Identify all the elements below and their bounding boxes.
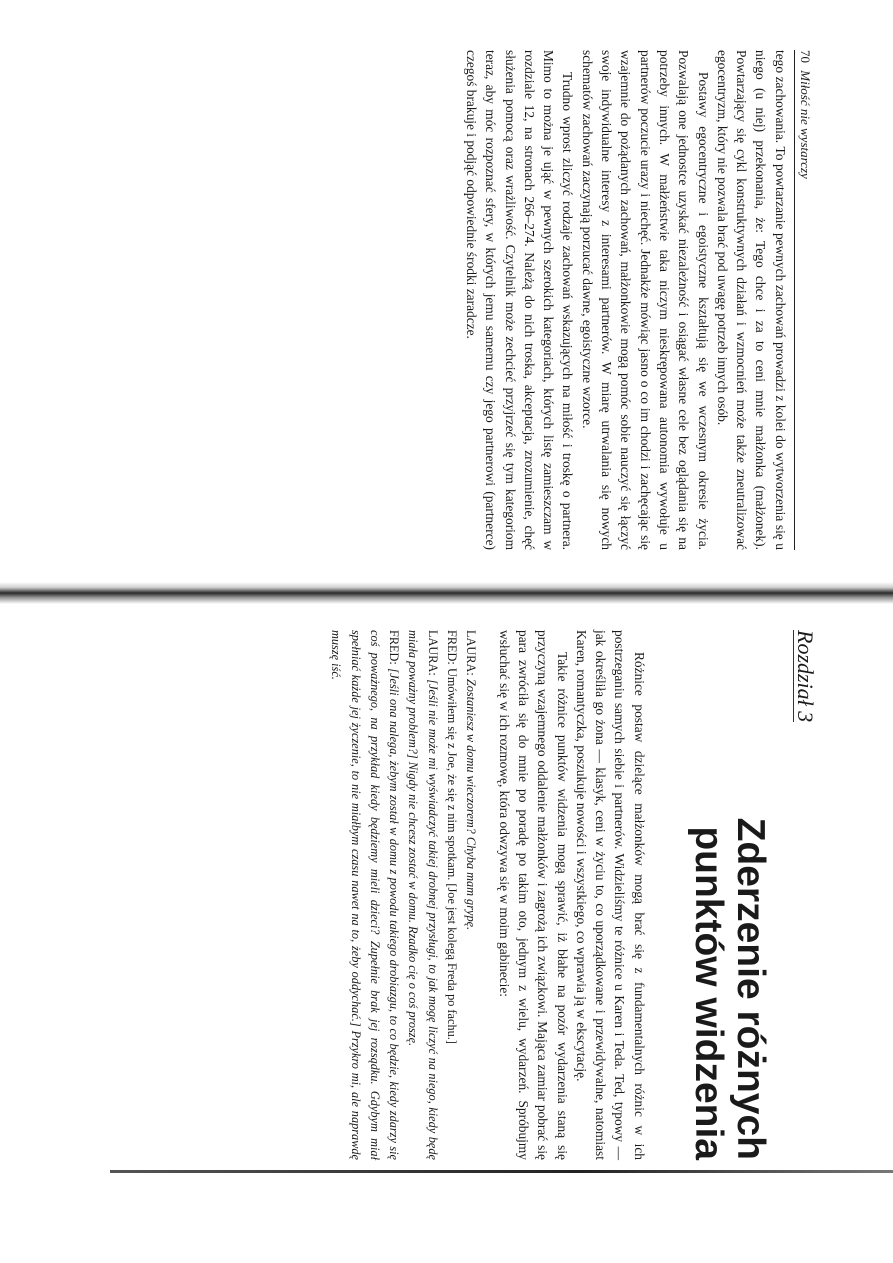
dialog-speaker: FRED: xyxy=(387,630,402,665)
page-number: 70 xyxy=(798,50,813,63)
book-spine-shadow xyxy=(0,582,893,604)
chapter-title xyxy=(687,630,771,1160)
running-header xyxy=(794,50,815,550)
chapter-title-line-1: Zderzenie różnych xyxy=(728,817,772,1160)
dialog-line xyxy=(461,630,480,1160)
dialog-line xyxy=(326,630,403,1160)
dialog-text: [Jeśli nie może mi wyświadczyć takiej drobnej przysługi, to jak mogę liczyć na niego, kiedy będę miała poważny problem?] Nigdy nie chcesz zostać w domu. Rzadko cię o coś proszę. xyxy=(406,630,440,1160)
dialog-line xyxy=(403,630,442,1160)
running-title: Miłość nie wystarczy xyxy=(798,70,813,179)
page-edge-line xyxy=(110,1170,893,1173)
chapter-title-line-2: punktów widzenia xyxy=(686,826,730,1160)
paragraph: Postawy egocentryczne i egoistyczne kształtują się we wczesnym okresie życia. Pozwalają one jednostce uzyskać niezależność i osiągać własne cele bez oglądania się na potrzeby innych. W małżeństwie taka niczym nieskrępowana autonomia wywołuje u partnerów poczucie urazy i niechęć. Jednakże mówiąc jasno o co im chodzi i zachęcając się wzajemnie do pożądanych zachowań, małżonkowie mogą pomóc sobie nauczyć się łączyć swoje indywidualne interesy z interesami partnerów. W miarę utrwalania się nowych schematów zachowań zaczynają porzucać dawne, egoistyczne wzorce. xyxy=(579,50,711,550)
left-page xyxy=(462,50,815,550)
dialog-text: Umówiłem się z Joe, że się z nim spotkam. [Joe jest kolegą Freda po fachu.] xyxy=(445,667,460,1044)
paragraph: Takie różnice punktów widzenia mogą sprawić, iż błahe na pozór wydarzenia staną się przyczyną wzajemnego oddalenie małżonków i zagrożą ich związkowi. Mająca zamiar pobrać się para zwróciła się do mnie po poradę po takim oto, jednym z wielu, wydarzeń. Spróbujmy wsłuchać się w ich rozmowę, która odwzywa się w moim gabinecie: xyxy=(496,630,570,1160)
right-page xyxy=(326,630,818,1160)
dialog-speaker: FRED: xyxy=(445,630,460,665)
dialog-speaker: LAURA: xyxy=(464,630,479,676)
dialog-text: [Jeśli ona nalega, żebym został w domu z powodu takiego drobiazgu, to co będzie, kiedy zdarzy się coś poważnego, na przykład kiedy będziemy mieli dzieci? Zupełnie brak jej rozsądku. Gdybym miał spełniać każde jej życzenie, to nie miałbym czasu nawet na to, żeby oddychać.] Przykro mi, ale naprawdę muszę iść. xyxy=(329,630,402,1160)
paragraph: Różnice postaw dzielące małżonków mogą brać się z fundamentalnych różnic w ich postrzeganiu samych siebie i partnerów. Widzieliśmy te różnice u Karen i Teda. Ted, typowy — jak określiła go żona — klasyk, ceni w życiu to, co uporządkowane i przewidywalne, natomiast Karen, romantyczka, poszukuje nowości i wszystkiego, co wprawia ją w ekscytację. xyxy=(573,630,647,1160)
paragraph: tego zachowania. To powtarzanie pewnych zachowań prowadzi z kolei do wytworzenia się u niego (u niej) przekonania, że: Tego chce i za to ceni mnie małżonka (małżonek). Powtarzający się cykl konstruktywnych działań i wzmocnień może także zneutralizować egocentryzm, który nie pozwala brać pod uwagę potrzeb innych osób. xyxy=(714,50,788,550)
dialog-speaker: LAURA: xyxy=(425,630,440,676)
chapter-label: Rozdział 3 xyxy=(793,630,818,723)
paragraph: Trudno wprost zliczyć rodzaje zachowań wskazujących na miłość i troskę o partnera. Mimo to można je ująć w pewnych szerokich kategoriach, których listę zamieszczam w rozdziale 12, na stronach 266–274. Należą do nich troska, akceptacja, zrozumienie, chęć służenia pomocą oraz wrażliwość. Czytelnik może zechcieć przyjrzeć się tym kategoriom teraz, aby móc rozpoznać sfery, w których jemu samemu czy jego partnerowi (partnerce) czegoś brakuje i podjąć odpowiednie środki zaradcze. xyxy=(463,50,576,550)
dialog-line xyxy=(442,630,461,1160)
dialog-text: Zostaniesz w domu wieczorem? Chyba mam grypę. xyxy=(464,678,479,931)
